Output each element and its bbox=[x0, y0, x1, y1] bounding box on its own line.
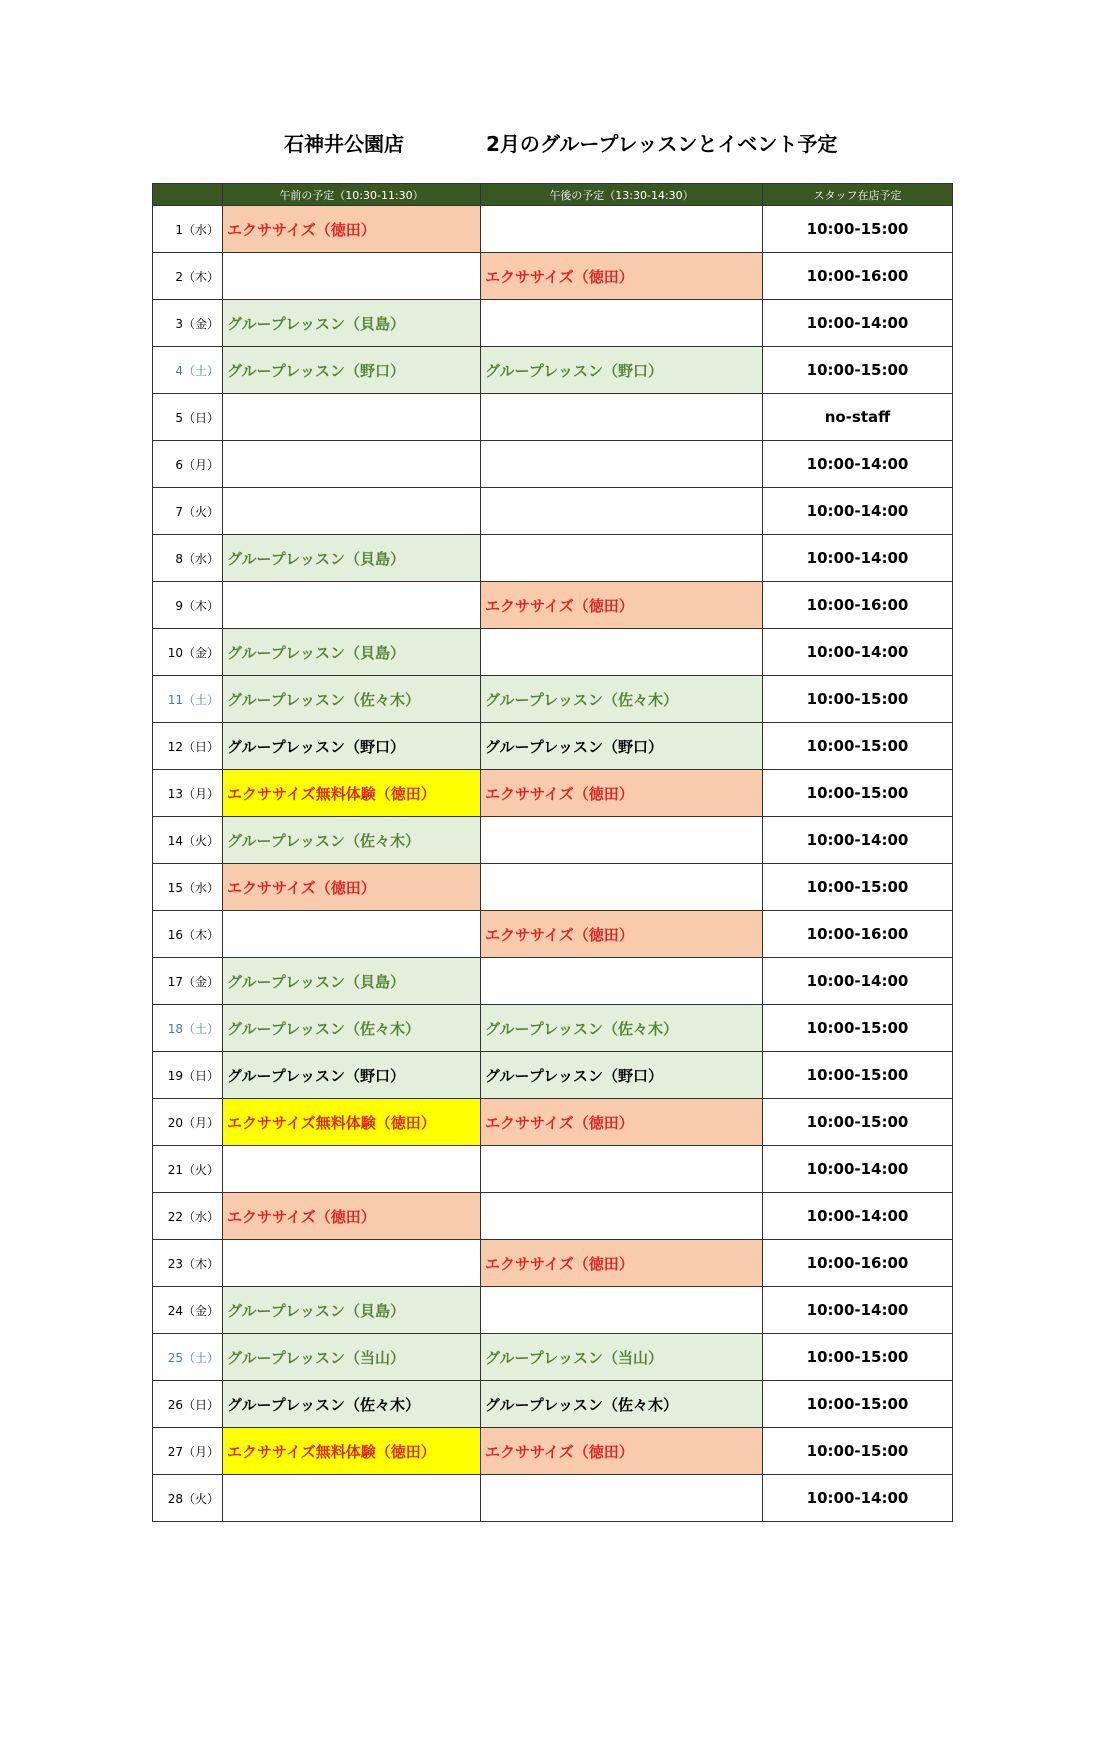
am-cell bbox=[223, 1240, 481, 1287]
staff-hours-cell: 10:00-15:00 bbox=[763, 864, 953, 911]
table-row bbox=[153, 347, 953, 394]
staff-hours-cell: 10:00-15:00 bbox=[763, 1005, 953, 1052]
staff-hours-cell: 10:00-16:00 bbox=[763, 253, 953, 300]
am-cell: グループレッスン（貝島） bbox=[223, 958, 481, 1005]
am-cell bbox=[223, 441, 481, 488]
staff-hours-cell: 10:00-14:00 bbox=[763, 441, 953, 488]
date-cell: 13（月） bbox=[153, 770, 223, 817]
am-cell bbox=[223, 253, 481, 300]
table-row bbox=[153, 864, 953, 911]
pm-cell: エクササイズ（徳田） bbox=[481, 1240, 763, 1287]
staff-hours-cell: 10:00-15:00 bbox=[763, 770, 953, 817]
date-cell: 2（木） bbox=[153, 253, 223, 300]
header-staff: スタッフ在店予定 bbox=[763, 184, 953, 206]
date-cell: 14（火） bbox=[153, 817, 223, 864]
date-cell: 16（木） bbox=[153, 911, 223, 958]
pm-cell: エクササイズ（徳田） bbox=[481, 1428, 763, 1475]
am-cell: グループレッスン（貝島） bbox=[223, 300, 481, 347]
am-cell: グループレッスン（野口） bbox=[223, 347, 481, 394]
staff-hours-cell: 10:00-15:00 bbox=[763, 347, 953, 394]
pm-cell bbox=[481, 206, 763, 253]
date-cell: 28（火） bbox=[153, 1475, 223, 1522]
table-row bbox=[153, 629, 953, 676]
am-cell: グループレッスン（佐々木） bbox=[223, 1005, 481, 1052]
table-row bbox=[153, 770, 953, 817]
staff-hours-cell: no-staff bbox=[763, 394, 953, 441]
staff-hours-cell: 10:00-15:00 bbox=[763, 1428, 953, 1475]
staff-hours-cell: 10:00-16:00 bbox=[763, 582, 953, 629]
pm-cell bbox=[481, 629, 763, 676]
pm-cell: グループレッスン（当山） bbox=[481, 1334, 763, 1381]
table-row bbox=[153, 817, 953, 864]
table-row bbox=[153, 1099, 953, 1146]
pm-cell bbox=[481, 488, 763, 535]
staff-hours-cell: 10:00-15:00 bbox=[763, 1052, 953, 1099]
am-cell bbox=[223, 1146, 481, 1193]
date-cell: 11（土） bbox=[153, 676, 223, 723]
am-cell bbox=[223, 1475, 481, 1522]
table-row bbox=[153, 582, 953, 629]
am-cell: グループレッスン（佐々木） bbox=[223, 1381, 481, 1428]
date-cell: 18（土） bbox=[153, 1005, 223, 1052]
pm-cell bbox=[481, 1193, 763, 1240]
staff-hours-cell: 10:00-15:00 bbox=[763, 206, 953, 253]
table-row bbox=[153, 1240, 953, 1287]
header-pm: 午後の予定（13:30-14:30） bbox=[481, 184, 763, 206]
pm-cell: エクササイズ（徳田） bbox=[481, 582, 763, 629]
header-date bbox=[153, 184, 223, 206]
pm-cell bbox=[481, 1475, 763, 1522]
table-row bbox=[153, 676, 953, 723]
table-row bbox=[153, 488, 953, 535]
am-cell: グループレッスン（貝島） bbox=[223, 629, 481, 676]
date-cell: 9（木） bbox=[153, 582, 223, 629]
date-cell: 6（月） bbox=[153, 441, 223, 488]
table-row bbox=[153, 1193, 953, 1240]
pm-cell: グループレッスン（野口） bbox=[481, 1052, 763, 1099]
date-cell: 23（木） bbox=[153, 1240, 223, 1287]
am-cell: グループレッスン（佐々木） bbox=[223, 817, 481, 864]
table-row bbox=[153, 1475, 953, 1522]
staff-hours-cell: 10:00-14:00 bbox=[763, 958, 953, 1005]
am-cell: グループレッスン（貝島） bbox=[223, 1287, 481, 1334]
staff-hours-cell: 10:00-15:00 bbox=[763, 1099, 953, 1146]
date-cell: 3（金） bbox=[153, 300, 223, 347]
am-cell bbox=[223, 394, 481, 441]
staff-hours-cell: 10:00-15:00 bbox=[763, 1381, 953, 1428]
table-row bbox=[153, 441, 953, 488]
pm-cell bbox=[481, 300, 763, 347]
staff-hours-cell: 10:00-14:00 bbox=[763, 1287, 953, 1334]
table-row bbox=[153, 958, 953, 1005]
table-row bbox=[153, 1005, 953, 1052]
table-row bbox=[153, 1052, 953, 1099]
am-cell: グループレッスン（貝島） bbox=[223, 535, 481, 582]
staff-hours-cell: 10:00-14:00 bbox=[763, 1475, 953, 1522]
date-cell: 4（土） bbox=[153, 347, 223, 394]
pm-cell: エクササイズ（徳田） bbox=[481, 911, 763, 958]
staff-hours-cell: 10:00-14:00 bbox=[763, 1146, 953, 1193]
table-row bbox=[153, 1287, 953, 1334]
am-cell: グループレッスン（佐々木） bbox=[223, 676, 481, 723]
pm-cell bbox=[481, 1287, 763, 1334]
pm-cell bbox=[481, 535, 763, 582]
staff-hours-cell: 10:00-16:00 bbox=[763, 1240, 953, 1287]
table-row bbox=[153, 1428, 953, 1475]
am-cell: エクササイズ（徳田） bbox=[223, 206, 481, 253]
table-row bbox=[153, 535, 953, 582]
date-cell: 12（日） bbox=[153, 723, 223, 770]
table-row bbox=[153, 723, 953, 770]
table-row bbox=[153, 253, 953, 300]
date-cell: 26（日） bbox=[153, 1381, 223, 1428]
staff-hours-cell: 10:00-14:00 bbox=[763, 300, 953, 347]
schedule-body bbox=[153, 206, 953, 1522]
staff-hours-cell: 10:00-15:00 bbox=[763, 676, 953, 723]
page-title: 2月のグループレッスンとイベント予定 bbox=[486, 132, 838, 156]
am-cell: エクササイズ（徳田） bbox=[223, 864, 481, 911]
date-cell: 7（火） bbox=[153, 488, 223, 535]
table-row bbox=[153, 1381, 953, 1428]
am-cell bbox=[223, 488, 481, 535]
pm-cell bbox=[481, 441, 763, 488]
date-cell: 21（火） bbox=[153, 1146, 223, 1193]
date-cell: 5（日） bbox=[153, 394, 223, 441]
pm-cell: グループレッスン（佐々木） bbox=[481, 1005, 763, 1052]
pm-cell: エクササイズ（徳田） bbox=[481, 770, 763, 817]
pm-cell: グループレッスン（野口） bbox=[481, 347, 763, 394]
pm-cell bbox=[481, 864, 763, 911]
store-title: 石神井公園店 bbox=[284, 132, 404, 156]
am-cell: グループレッスン（野口） bbox=[223, 723, 481, 770]
date-cell: 8（水） bbox=[153, 535, 223, 582]
am-cell: エクササイズ無料体験（徳田） bbox=[223, 1428, 481, 1475]
staff-hours-cell: 10:00-15:00 bbox=[763, 723, 953, 770]
table-row bbox=[153, 1334, 953, 1381]
pm-cell bbox=[481, 958, 763, 1005]
staff-hours-cell: 10:00-14:00 bbox=[763, 817, 953, 864]
date-cell: 22（水） bbox=[153, 1193, 223, 1240]
date-cell: 17（金） bbox=[153, 958, 223, 1005]
am-cell: グループレッスン（野口） bbox=[223, 1052, 481, 1099]
staff-hours-cell: 10:00-15:00 bbox=[763, 1334, 953, 1381]
date-cell: 19（日） bbox=[153, 1052, 223, 1099]
table-row bbox=[153, 394, 953, 441]
pm-cell bbox=[481, 817, 763, 864]
date-cell: 10（金） bbox=[153, 629, 223, 676]
pm-cell: エクササイズ（徳田） bbox=[481, 253, 763, 300]
date-cell: 20（月） bbox=[153, 1099, 223, 1146]
staff-hours-cell: 10:00-14:00 bbox=[763, 535, 953, 582]
schedule-table bbox=[152, 183, 953, 1522]
pm-cell bbox=[481, 1146, 763, 1193]
table-row bbox=[153, 1146, 953, 1193]
am-cell: エクササイズ無料体験（徳田） bbox=[223, 770, 481, 817]
am-cell: エクササイズ無料体験（徳田） bbox=[223, 1099, 481, 1146]
date-cell: 24（金） bbox=[153, 1287, 223, 1334]
am-cell bbox=[223, 582, 481, 629]
pm-cell: エクササイズ（徳田） bbox=[481, 1099, 763, 1146]
pm-cell: グループレッスン（野口） bbox=[481, 723, 763, 770]
date-cell: 25（土） bbox=[153, 1334, 223, 1381]
am-cell bbox=[223, 911, 481, 958]
date-cell: 15（水） bbox=[153, 864, 223, 911]
pm-cell: グループレッスン（佐々木） bbox=[481, 1381, 763, 1428]
date-cell: 27（月） bbox=[153, 1428, 223, 1475]
staff-hours-cell: 10:00-14:00 bbox=[763, 1193, 953, 1240]
header-am: 午前の予定（10:30-11:30） bbox=[223, 184, 481, 206]
pm-cell: グループレッスン（佐々木） bbox=[481, 676, 763, 723]
date-cell: 1（水） bbox=[153, 206, 223, 253]
table-row bbox=[153, 300, 953, 347]
header-row bbox=[153, 184, 953, 206]
pm-cell bbox=[481, 394, 763, 441]
staff-hours-cell: 10:00-16:00 bbox=[763, 911, 953, 958]
staff-hours-cell: 10:00-14:00 bbox=[763, 629, 953, 676]
am-cell: エクササイズ（徳田） bbox=[223, 1193, 481, 1240]
table-row bbox=[153, 911, 953, 958]
table-row bbox=[153, 206, 953, 253]
am-cell: グループレッスン（当山） bbox=[223, 1334, 481, 1381]
staff-hours-cell: 10:00-14:00 bbox=[763, 488, 953, 535]
